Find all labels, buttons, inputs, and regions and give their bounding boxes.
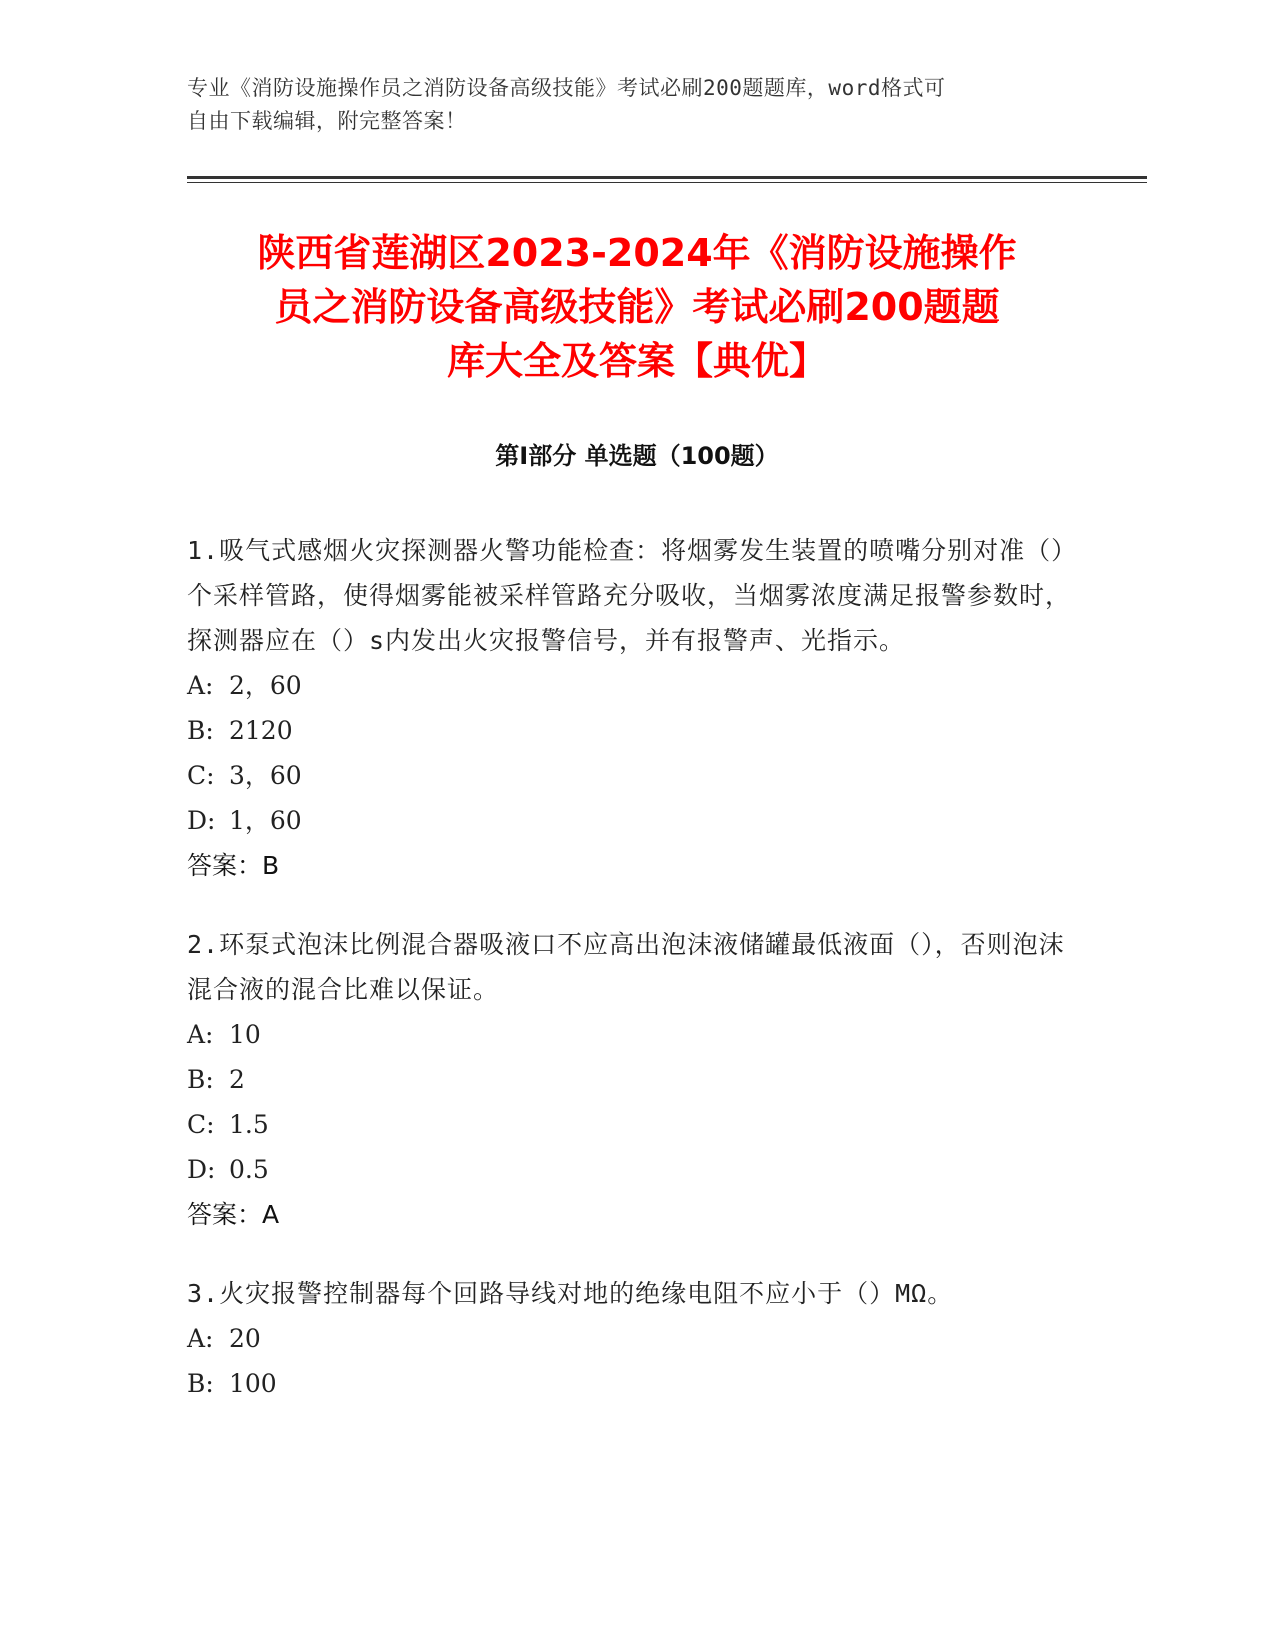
option-d (187, 1147, 1077, 1192)
answer: 答案：A (187, 1200, 280, 1229)
option-text: 2，60 (229, 671, 302, 700)
option-label: D: (187, 806, 216, 835)
question-stem: 1.吸气式感烟火灾探测器火警功能检查：将烟雾发生装置的喷嘴分别对准（）个采样管路，使得烟雾能被采样管路充分吸收，当烟雾浓度满足报警参数时，探测器应在（）s内发出火灾报警信号，并有报警声、光指示。 (187, 536, 1072, 655)
option-text: 0.5 (229, 1155, 269, 1184)
question-stem: 3.火灾报警控制器每个回路导线对地的绝缘电阻不应小于（）MΩ。 (187, 1279, 954, 1308)
option-label: A: (187, 671, 214, 700)
section-title: 第Ⅰ部分 单选题（100题） (495, 442, 779, 470)
document-title-line2: 员之消防设备高级技能》考试必刷200题题 (274, 285, 1000, 329)
question-1 (187, 528, 1077, 888)
option-a (187, 1316, 1077, 1361)
option-b (187, 1057, 1077, 1102)
document-title-line1: 陕西省莲湖区2023-2024年《消防设施操作 (257, 231, 1017, 275)
option-text: 1.5 (229, 1110, 269, 1139)
option-a (187, 1012, 1077, 1057)
document-title (187, 226, 1087, 388)
option-a (187, 663, 1077, 708)
header-note-line2: 自由下载编辑，附完整答案！ (187, 109, 467, 133)
option-label: B: (187, 1369, 214, 1398)
option-label: C: (187, 761, 215, 790)
option-label: B: (187, 716, 214, 745)
option-text: 10 (229, 1020, 261, 1049)
question-stem: 2.环泵式泡沫比例混合器吸液口不应高出泡沫液储罐最低液面（），否则泡沫混合液的混合比难以保证。 (187, 930, 1065, 1004)
answer: 答案：B (187, 851, 280, 880)
option-label: C: (187, 1110, 215, 1139)
option-d (187, 798, 1077, 843)
option-b (187, 708, 1077, 753)
header-divider-thin (187, 182, 1147, 183)
option-text: 2120 (229, 716, 293, 745)
option-text: 3，60 (229, 761, 302, 790)
option-text: 20 (229, 1324, 261, 1353)
question-3 (187, 1271, 1077, 1406)
header-note (187, 72, 1067, 138)
option-text: 1，60 (229, 806, 302, 835)
option-text: 100 (229, 1369, 277, 1398)
option-label: B: (187, 1065, 214, 1094)
option-b (187, 1361, 1077, 1406)
question-2 (187, 922, 1077, 1237)
option-label: A: (187, 1020, 214, 1049)
header-divider-thick (187, 176, 1147, 179)
option-c (187, 753, 1077, 798)
option-label: D: (187, 1155, 216, 1184)
option-c (187, 1102, 1077, 1147)
document-title-line3: 库大全及答案【典优】 (446, 339, 827, 383)
option-text: 2 (229, 1065, 245, 1094)
header-note-line1: 专业《消防设施操作员之消防设备高级技能》考试必刷200题题库，word格式可 (187, 76, 946, 100)
question-list (187, 528, 1077, 1440)
option-label: A: (187, 1324, 214, 1353)
